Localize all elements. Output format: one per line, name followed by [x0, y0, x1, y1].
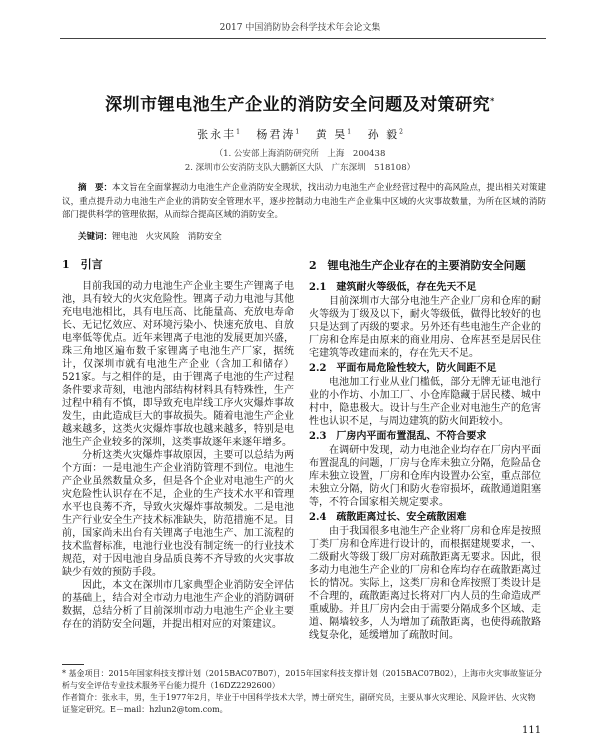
section-heading: 1 引言: [62, 258, 103, 271]
fund-footnote: * 基金项目：2015年国家科技支撑计划（2015BAC07B07），2015年国家科技支撑计划（2015BAC07B02），上海市火灾事故鉴证分析与安全评估专业技术服务平台能力提升（16DZ2292600）: [62, 669, 543, 690]
subsection-heading: 2.1 建筑耐火等级低，存在先天不足: [309, 282, 477, 293]
author: 孙 毅$^2$: [367, 128, 403, 141]
right-column: [309, 259, 541, 642]
affiliation-2: 2. 深圳市公安消防支队大鹏新区大队 广东深圳 518108）: [184, 163, 416, 173]
paper-title: [0, 90, 600, 115]
author: 张永丰$^1$: [197, 128, 240, 141]
subsection-heading: 2.2 平面布局危险性较大，防火间距不足: [309, 363, 497, 374]
footnotes: [62, 668, 542, 716]
subsection-heading: 2.4 疏散距离过长、安全疏散困难: [309, 512, 467, 523]
affiliation-1: （1. 公安部上海消防研究所 上海 200438: [214, 149, 386, 159]
paragraph: 在调研中发现，动力电池企业均存在厂房内平面布置混乱的问题，厂房与仓库未独立分隔，危险品仓库未独立设置，厂房和仓库内设置办公室，重点部位未独立分隔，防火门和防火卷帘损坏，疏散通道阻塞等，不符合国家相关规定要求。: [309, 445, 541, 508]
author-bio-footnote: 作者简介：张永丰，男，生于1977年2月，毕业于中国科学技术大学，博士研究生，副研究员，主要从事火灾理论、风险评估、火灾物证鉴定研究。E－mail：hzlun2@tom.com。: [62, 693, 536, 714]
keyword: 锂电池: [112, 232, 138, 242]
page-number: 111: [522, 725, 542, 736]
abstract-text: 本文旨在全面掌握动力电池生产企业消防安全现状，找出动力电池生产企业经营过程中的高风险点，提出相关对策建议，重点提升动力电池生产企业的消防安全管理水平，逐步控制动力电池生产企业集中区域的火灾事故数量，为所在区域的消防部门提供科学的管理依据，从而综合提高区域的消防安全。: [62, 183, 546, 220]
footnote-rule: [62, 664, 84, 665]
left-column: [62, 258, 294, 631]
paragraph: 目前深圳市大部分电池生产企业厂房和仓库的耐火等级为丁级及以下，耐火等级低，做得比较好的也只是达到了丙级的要求。另外还有些电池生产企业的厂房和仓库是由原来的商业用房、仓库甚至是居民住宅建筑等改建而来的，存在先天不足。: [309, 296, 541, 359]
paragraph: 电池加工行业从业门槛低，部分无牌无证电池行业的小作坊、小加工厂、小仓库隐藏于居民楼、城中村中，隐患极大。设计与生产企业对电池生产的危害性也认识不足，与周边建筑的防火间距较小。: [309, 377, 541, 427]
paragraph: 目前我国的动力电池生产企业主要生产锂离子电池，具有较大的火灾危险性。锂离子动力电池与其他充电电池相比，具有电压高、比能量高、充放电寿命长、无记忆效应、对环境污染小、快速充放电、自放电率低等优点。近年来锂离子电池的发展更加兴盛，珠三角地区遍布数千家锂离子电池生产厂家，据统计，仅深圳市就有电池生产企业（含加工和储存）521家。与之相伴的是，由于锂离子电池的生产过程条件要求苛刻，电池内部结构材料具有特殊性，生产过程中稍有不慎，即导致充电岸线工序火灾爆炸事故发生，由此造成巨大的事故损失。随着电池生产企业越来越多，这类火灾爆炸事故也越来越多，特别是电池生产企业较多的深圳，这类事故逐年来逐年增多。: [62, 281, 294, 448]
title-footnote-mark: *: [490, 95, 495, 106]
paragraph: 因此，本文在深圳市几家典型企业消防安全评估的基础上，结合对全市动力电池生产企业的消防调研数据，总结分析了目前深圳市动力电池生产企业主要存在的消防安全问题，并提出相对应的对策建议。: [62, 580, 294, 630]
header-rule: [60, 38, 546, 39]
keyword: 消防安全: [187, 232, 222, 242]
paragraph: 由于我国很多电池生产企业将厂房和仓库是按照丁类厂房和仓库进行设计的，而根据建规要求，一、二级耐火等级丁级厂房对疏散距离无要求。因此，很多动力电池生产企业的厂房和仓库均存在疏散距离过长的情况。实际上，这类厂房和仓库按照丁类设计是不合理的，疏散距离过长将对厂内人员的生命造成严重威胁。并且厂房内会由于需要分隔成多个区域、走道、隔墙较多，人为增加了疏散距离，也使得疏散路线复杂化，延缓增加了疏散时间。: [309, 526, 541, 641]
section-heading: 2 锂电池生产企业存在的主要消防安全问题: [309, 259, 526, 272]
paragraph: 分析这类火灾爆炸事故原因，主要可以总结为两个方面：一是电池生产企业消防管理不到位。电池生产企业虽然数量众多，但是各个企业对电池生产的火灾危险性认识存在不足，企业的生产技术水平和管理水平也良莠不齐，导致火灾爆炸事故频发。二是电池生产行业安全生产技术标准缺失，防范措施不足。目前，国家尚未出台有关锂离子电池生产、加工流程的技术监督标准，电池行业也没有制定统一的行业技术规范，对于因电池自身品质良莠不齐导致的火灾事故缺少有效的预防手段。: [62, 450, 294, 578]
keywords-label: 关键词：: [78, 232, 113, 242]
running-header: 2017 中国消防协会科学技术年会论文集: [219, 23, 381, 33]
title-text: 深圳市锂电池生产企业的消防安全问题及对策研究: [105, 95, 491, 115]
keyword: 火灾风险: [145, 232, 180, 242]
author: 杨君涛$^1$: [256, 128, 300, 141]
author-list: [0, 126, 600, 142]
author: 黄 昊$^1$: [315, 128, 352, 141]
abstract-label: 摘 要：: [78, 183, 113, 193]
subsection-heading: 2.3 厂房内平面布置混乱、不符合要求: [309, 431, 487, 442]
keywords: [78, 230, 222, 242]
abstract: [62, 182, 546, 223]
